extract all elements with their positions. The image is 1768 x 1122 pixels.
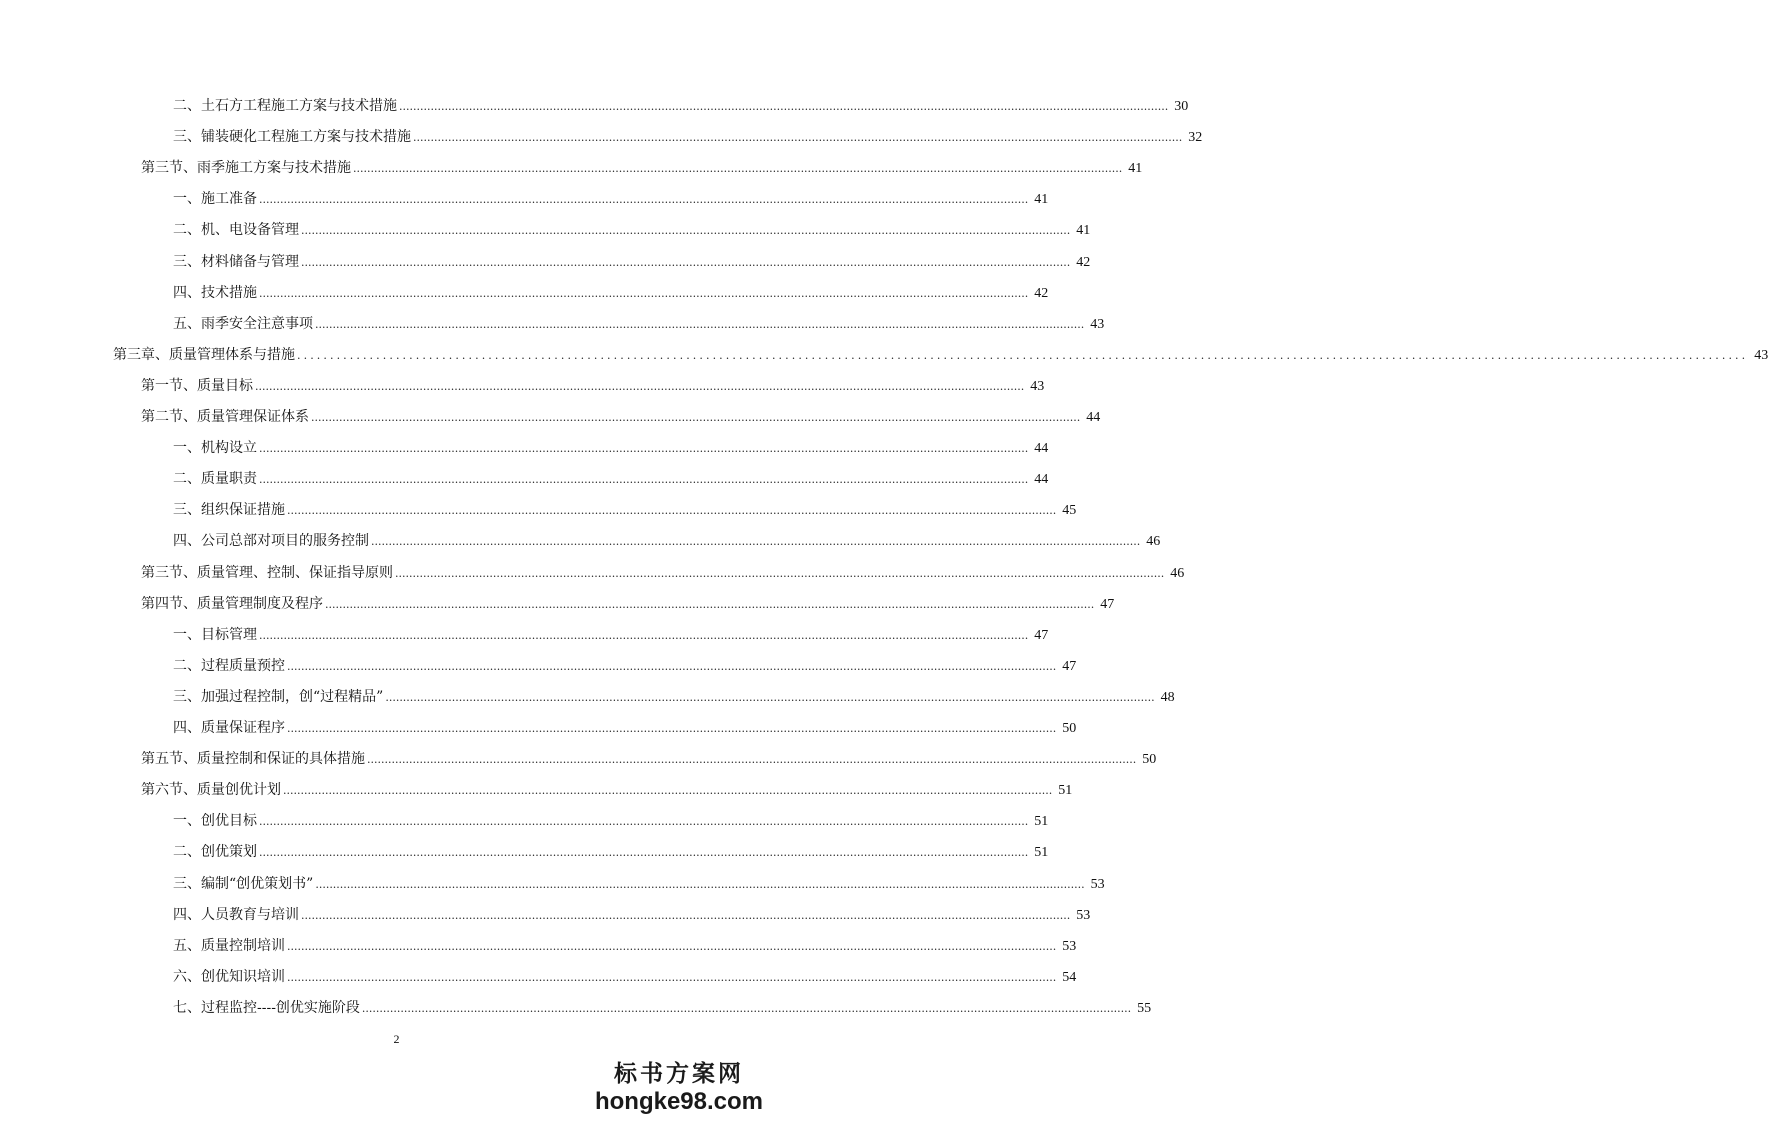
toc-entry-label: 二、创优策划 bbox=[173, 844, 257, 861]
toc-entry-label: 三、加强过程控制，创“过程精品” bbox=[173, 688, 384, 705]
toc-entry-label: 第一节、质量目标 bbox=[141, 377, 253, 394]
toc-dot-leader: ............................................................................................................................................................................................................................ bbox=[287, 970, 1057, 984]
toc-entry[interactable] bbox=[173, 623, 1049, 647]
toc-dot-leader: ............................................................................................................................................................................................................................ bbox=[287, 939, 1057, 953]
toc-entry[interactable] bbox=[173, 840, 1049, 864]
toc-entry[interactable] bbox=[173, 281, 1049, 305]
toc-entry[interactable] bbox=[173, 218, 1091, 242]
toc-entry-page: 51 bbox=[1058, 783, 1073, 799]
toc-dot-leader: ............................................................................................................................................................................................................................ bbox=[301, 908, 1071, 922]
toc-entry-page: 43 bbox=[1754, 347, 1768, 363]
toc-entry-page: 51 bbox=[1034, 845, 1049, 861]
toc-dot-leader: ............................................................................................................................................................................................................................ bbox=[301, 255, 1071, 269]
toc-entry-label: 四、人员教育与培训 bbox=[173, 906, 299, 923]
toc-entry-label: 第二节、质量管理保证体系 bbox=[141, 409, 309, 425]
watermark bbox=[579, 1060, 779, 1116]
toc-dot-leader: ............................................................................................................................................................................................................................ bbox=[413, 131, 1183, 145]
watermark-url: hongke98.com bbox=[594, 1088, 764, 1115]
toc-entry-label: 四、技术措施 bbox=[173, 284, 257, 301]
toc-entry-label: 一、创优目标 bbox=[173, 813, 257, 830]
toc-entry[interactable] bbox=[173, 809, 1049, 833]
toc-dot-leader: ............................................................................................................................................................................................................................ bbox=[367, 753, 1137, 767]
toc-entry-label: 三、组织保证措施 bbox=[173, 502, 285, 519]
toc-entry-label: 五、雨季安全注意事项 bbox=[173, 315, 313, 332]
toc-entry[interactable] bbox=[141, 374, 1045, 398]
toc-entry-label: 二、质量职责 bbox=[173, 471, 257, 488]
toc-entry-label: 四、质量保证程序 bbox=[173, 720, 285, 736]
toc-entry-label: 二、机、电设备管理 bbox=[173, 222, 299, 239]
toc-dot-leader: ............................................................................................................................................................................................................................ bbox=[287, 504, 1057, 518]
toc-entry-label: 第三章、质量管理体系与措施 bbox=[113, 346, 295, 363]
toc-entry[interactable] bbox=[173, 934, 1077, 958]
toc-dot-leader: ............................................................................................................................................................................................................................ bbox=[353, 162, 1123, 176]
toc-entry-label: 七、过程监控----创优实施阶段 bbox=[173, 999, 360, 1016]
toc-entry[interactable] bbox=[173, 654, 1077, 678]
toc-entry-label: 二、土石方工程施工方案与技术措施 bbox=[173, 98, 397, 114]
toc-dot-leader: ............................................................................................................................................................................................................................ bbox=[283, 784, 1053, 798]
toc-entry-page: 53 bbox=[1076, 907, 1091, 923]
toc-entry-page: 41 bbox=[1034, 192, 1049, 208]
toc-entry-page: 54 bbox=[1062, 969, 1077, 985]
toc-entry-page: 46 bbox=[1146, 534, 1161, 550]
toc-entry-label: 一、施工准备 bbox=[173, 191, 257, 208]
toc-entry-page: 41 bbox=[1128, 161, 1143, 177]
toc-entry[interactable] bbox=[113, 343, 1768, 367]
toc-entry-label: 第六节、质量创优计划 bbox=[141, 782, 281, 799]
toc-entry-label: 四、公司总部对项目的服务控制 bbox=[173, 533, 369, 550]
toc-dot-leader: ............................................................................................................................................................................................................................ bbox=[361, 1001, 1132, 1015]
toc-entry-label: 六、创优知识培训 bbox=[173, 968, 285, 985]
toc-entry-page: 51 bbox=[1034, 814, 1049, 830]
toc-entry-label: 一、目标管理 bbox=[173, 626, 257, 643]
toc-entry[interactable] bbox=[173, 685, 1175, 709]
toc-entry[interactable] bbox=[173, 250, 1091, 274]
toc-entry-page: 45 bbox=[1062, 503, 1077, 519]
toc-entry-page: 46 bbox=[1170, 565, 1185, 581]
toc-entry[interactable] bbox=[141, 592, 1115, 616]
watermark-title: 标书方案网 bbox=[614, 1061, 744, 1087]
toc-entry[interactable] bbox=[141, 561, 1185, 585]
toc-entry-label: 第三节、雨季施工方案与技术措施 bbox=[141, 160, 351, 177]
toc-dot-leader: ............................................................................................................................................................................................................................ bbox=[255, 379, 1025, 393]
toc-dot-leader: ............................................................................................................................................................................................................................ bbox=[259, 286, 1029, 300]
toc-dot-leader: ............................................................................................................................................................................................................................ bbox=[287, 722, 1057, 735]
toc-entry-page: 48 bbox=[1160, 689, 1175, 705]
toc-dot-leader: ............................................................................................................................................................................................................................ bbox=[311, 411, 1081, 424]
toc-entry[interactable] bbox=[141, 405, 1101, 429]
toc-dot-leader: ............................................................................................................................................................................................................................ bbox=[259, 815, 1029, 829]
page-number: 2 bbox=[393, 1032, 400, 1046]
toc-entry-page: 50 bbox=[1142, 752, 1157, 768]
toc-entry[interactable] bbox=[173, 467, 1049, 491]
toc-entry-label: 三、材料储备与管理 bbox=[173, 253, 299, 270]
toc-dot-leader: ............................................................................................................................................................................................................................ bbox=[259, 473, 1029, 487]
toc-entry[interactable] bbox=[173, 94, 1189, 118]
toc-entry-page: 47 bbox=[1062, 658, 1077, 674]
toc-entry-label: 第五节、质量控制和保证的具体措施 bbox=[141, 751, 365, 768]
toc-entry[interactable] bbox=[173, 965, 1077, 989]
toc-entry[interactable] bbox=[173, 187, 1049, 211]
toc-dot-leader: ............................................................................................................................................................................................................................ bbox=[399, 100, 1169, 113]
toc-entry-label: 五、质量控制培训 bbox=[173, 937, 285, 954]
toc-entry-page: 43 bbox=[1090, 316, 1105, 332]
toc-entry-page: 43 bbox=[1030, 378, 1045, 394]
toc-entry[interactable] bbox=[173, 716, 1077, 740]
toc-dot-leader: ............................................................................................................................................................................................................................ bbox=[315, 317, 1085, 331]
toc-entry[interactable] bbox=[173, 125, 1203, 149]
toc-entry-page: 47 bbox=[1100, 596, 1115, 612]
toc-entry[interactable] bbox=[141, 156, 1143, 180]
toc-dot-leader: ............................................................................................................................................................................................................................ bbox=[259, 442, 1029, 456]
toc-dot-leader: ............................................................................................................................................................................................................................ bbox=[297, 348, 1749, 362]
toc-entry-label: 二、过程质量预控 bbox=[173, 657, 285, 674]
toc-entry[interactable] bbox=[141, 747, 1157, 771]
toc-entry-page: 44 bbox=[1086, 410, 1101, 425]
toc-dot-leader: ............................................................................................................................................................................................................................ bbox=[287, 659, 1057, 673]
toc-entry-page: 30 bbox=[1174, 99, 1189, 114]
toc-entry-page: 53 bbox=[1090, 876, 1105, 892]
toc-entry-page: 53 bbox=[1062, 938, 1077, 954]
toc-entry-label: 一、机构设立 bbox=[173, 440, 257, 457]
toc-entry-page: 44 bbox=[1034, 472, 1049, 488]
toc-dot-leader: ............................................................................................................................................................................................................................ bbox=[371, 535, 1141, 549]
toc-entry-label: 三、铺装硬化工程施工方案与技术措施 bbox=[173, 129, 411, 146]
toc-entry[interactable] bbox=[173, 529, 1161, 553]
toc-entry[interactable] bbox=[173, 872, 1105, 896]
toc-entry-label: 第三节、质量管理、控制、保证指导原则 bbox=[141, 564, 393, 581]
toc-entry[interactable] bbox=[173, 436, 1049, 460]
toc-entry-page: 47 bbox=[1034, 627, 1049, 643]
toc-dot-leader: ............................................................................................................................................................................................................................ bbox=[259, 628, 1029, 642]
toc-entry-page: 42 bbox=[1034, 285, 1049, 301]
toc-entry[interactable] bbox=[173, 903, 1091, 927]
toc-entry-page: 55 bbox=[1137, 1000, 1152, 1016]
toc-entry-page: 42 bbox=[1076, 254, 1091, 270]
toc-dot-leader: ............................................................................................................................................................................................................................ bbox=[301, 224, 1071, 238]
toc-entry-page: 32 bbox=[1188, 130, 1203, 146]
toc-entry-label: 第四节、质量管理制度及程序 bbox=[141, 595, 323, 612]
toc-entry[interactable] bbox=[173, 996, 1152, 1020]
toc-entry-page: 44 bbox=[1034, 441, 1049, 457]
toc-dot-leader: ............................................................................................................................................................................................................................ bbox=[315, 877, 1085, 891]
toc-entry-page: 41 bbox=[1076, 223, 1091, 239]
toc-dot-leader: ............................................................................................................................................................................................................................ bbox=[325, 597, 1095, 611]
toc-dot-leader: ............................................................................................................................................................................................................................ bbox=[385, 690, 1155, 704]
toc-entry-label: 三、编制“创优策划书” bbox=[173, 875, 314, 892]
toc-entry-page: 50 bbox=[1062, 721, 1077, 736]
toc-entry[interactable] bbox=[173, 498, 1077, 522]
toc-dot-leader: ............................................................................................................................................................................................................................ bbox=[259, 193, 1029, 207]
toc-dot-leader: ............................................................................................................................................................................................................................ bbox=[259, 846, 1029, 860]
toc-entry[interactable] bbox=[141, 778, 1073, 802]
toc-entry[interactable] bbox=[173, 312, 1105, 336]
toc-dot-leader: ............................................................................................................................................................................................................................ bbox=[395, 566, 1165, 580]
